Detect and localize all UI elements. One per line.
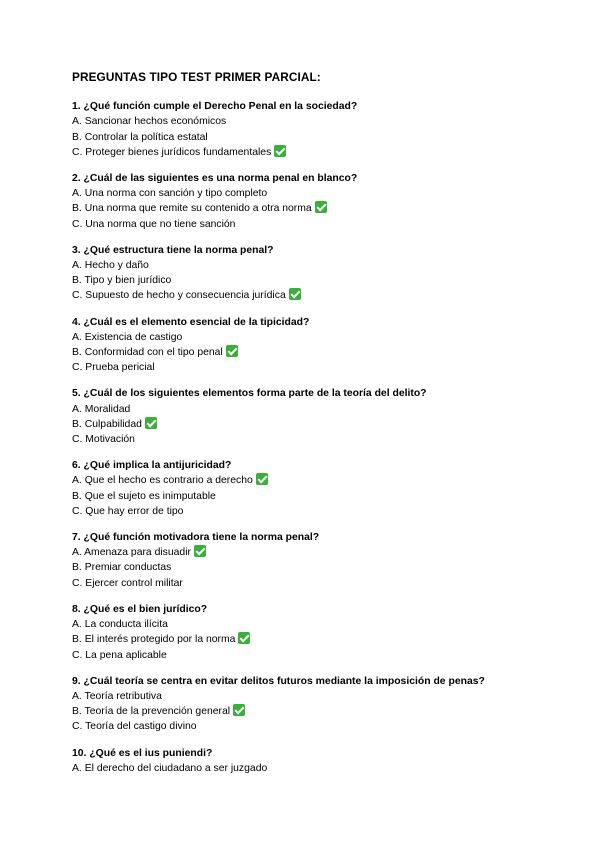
check-icon bbox=[145, 417, 157, 429]
answer-option bbox=[72, 145, 552, 160]
answer-option-text: B. Tipo y bien jurídico bbox=[72, 275, 172, 287]
answer-option-text: C. Motivación bbox=[72, 434, 135, 446]
answer-option-text: C. Ejercer control militar bbox=[72, 577, 183, 589]
answer-option-text: B. Una norma que remite su contenido a otra norma bbox=[72, 203, 312, 215]
question-text: 1. ¿Qué función cumple el Derecho Penal en la sociedad? bbox=[72, 101, 358, 113]
question-text: 8. ¿Qué es el bien jurídico? bbox=[72, 603, 208, 615]
answer-option-text: C. Proteger bienes jurídicos fundamentales bbox=[72, 146, 272, 158]
question-block bbox=[72, 386, 552, 447]
question-block bbox=[72, 99, 552, 160]
answer-option-text: B. Teoría de la prevención general bbox=[72, 706, 231, 718]
answer-option bbox=[72, 330, 552, 345]
answer-option-text: B. Controlar la política estatal bbox=[72, 131, 208, 143]
answer-option bbox=[72, 288, 552, 303]
answer-option-text: B. El interés protegido por la norma bbox=[72, 634, 236, 646]
answer-option bbox=[72, 402, 552, 417]
question-block bbox=[72, 458, 552, 519]
check-icon bbox=[256, 473, 268, 485]
question-block bbox=[72, 243, 552, 304]
question-block bbox=[72, 746, 552, 776]
answer-option-text: A. Hecho y daño bbox=[72, 260, 149, 272]
answer-option bbox=[72, 417, 552, 432]
answer-option bbox=[72, 130, 552, 145]
answer-option-text: C. Supuesto de hecho y consecuencia jurídica bbox=[72, 290, 286, 302]
answer-option-text: C. La pena aplicable bbox=[72, 649, 167, 661]
answer-option bbox=[72, 504, 552, 519]
answer-option-text: A. Una norma con sanción y tipo completo bbox=[72, 188, 268, 200]
document-page bbox=[72, 70, 552, 787]
answer-option bbox=[72, 545, 552, 560]
answer-option-text: A. Sancionar hechos económicos bbox=[72, 116, 227, 128]
answer-option-text: C. Que hay error de tipo bbox=[72, 505, 184, 517]
answer-option bbox=[72, 704, 552, 719]
answer-option-text: B. Que el sujeto es inimputable bbox=[72, 490, 216, 502]
answer-option bbox=[72, 360, 552, 375]
question-text: 5. ¿Cuál de los siguientes elementos forma parte de la teoría del delito? bbox=[72, 388, 427, 400]
question-block bbox=[72, 530, 552, 591]
check-icon bbox=[226, 345, 238, 357]
answer-option-text: A. Teoría retributiva bbox=[72, 690, 162, 702]
answer-option-text: A. La conducta ilícita bbox=[72, 619, 168, 631]
answer-option bbox=[72, 345, 552, 360]
check-icon bbox=[238, 632, 250, 644]
answer-option bbox=[72, 273, 552, 288]
check-icon bbox=[194, 545, 206, 557]
document-title: PREGUNTAS TIPO TEST PRIMER PARCIAL: bbox=[72, 70, 321, 84]
answer-option bbox=[72, 761, 552, 776]
check-icon bbox=[315, 201, 327, 213]
question-block bbox=[72, 674, 552, 735]
answer-option-text: C. Teoría del castigo divino bbox=[72, 721, 197, 733]
answer-option bbox=[72, 719, 552, 734]
answer-option-text: A. Existencia de castigo bbox=[72, 331, 183, 343]
answer-option bbox=[72, 217, 552, 232]
answer-option bbox=[72, 114, 552, 129]
answer-option-text: A. Amenaza para disuadir bbox=[72, 547, 191, 559]
question-text: 7. ¿Qué función motivadora tiene la norma penal? bbox=[72, 532, 320, 544]
answer-option bbox=[72, 648, 552, 663]
answer-option-text: B. Conformidad con el tipo penal bbox=[72, 347, 223, 359]
answer-option bbox=[72, 632, 552, 647]
answer-option-text: A. El derecho del ciudadano a ser juzgado bbox=[72, 762, 268, 774]
answer-option bbox=[72, 689, 552, 704]
question-block bbox=[72, 171, 552, 232]
answer-option bbox=[72, 432, 552, 447]
answer-option bbox=[72, 576, 552, 591]
answer-option bbox=[72, 617, 552, 632]
question-text: 2. ¿Cuál de las siguientes es una norma penal en blanco? bbox=[72, 173, 358, 185]
answer-option-text: C. Una norma que no tiene sanción bbox=[72, 218, 236, 230]
check-icon bbox=[274, 145, 286, 157]
answer-option bbox=[72, 186, 552, 201]
answer-option-text: B. Premiar conductas bbox=[72, 562, 172, 574]
question-text: 3. ¿Qué estructura tiene la norma penal? bbox=[72, 244, 274, 256]
answer-option-text: A. Moralidad bbox=[72, 403, 131, 415]
question-text: 9. ¿Cuál teoría se centra en evitar delitos futuros mediante la imposición de penas? bbox=[72, 675, 485, 687]
question-text: 4. ¿Cuál es el elemento esencial de la tipicidad? bbox=[72, 316, 310, 328]
check-icon bbox=[233, 704, 245, 716]
answer-option-text: B. Culpabilidad bbox=[72, 418, 142, 430]
question-block bbox=[72, 315, 552, 376]
question-text: 10. ¿Qué es el ius puniendi? bbox=[72, 747, 213, 759]
answer-option-text: C. Prueba pericial bbox=[72, 362, 155, 374]
question-text: 6. ¿Qué implica la antijuricidad? bbox=[72, 460, 232, 472]
question-block bbox=[72, 602, 552, 663]
answer-option bbox=[72, 473, 552, 488]
answer-option bbox=[72, 258, 552, 273]
check-icon bbox=[289, 288, 301, 300]
answer-option bbox=[72, 201, 552, 216]
answer-option-text: A. Que el hecho es contrario a derecho bbox=[72, 475, 253, 487]
question-list bbox=[72, 99, 552, 776]
answer-option bbox=[72, 489, 552, 504]
answer-option bbox=[72, 560, 552, 575]
